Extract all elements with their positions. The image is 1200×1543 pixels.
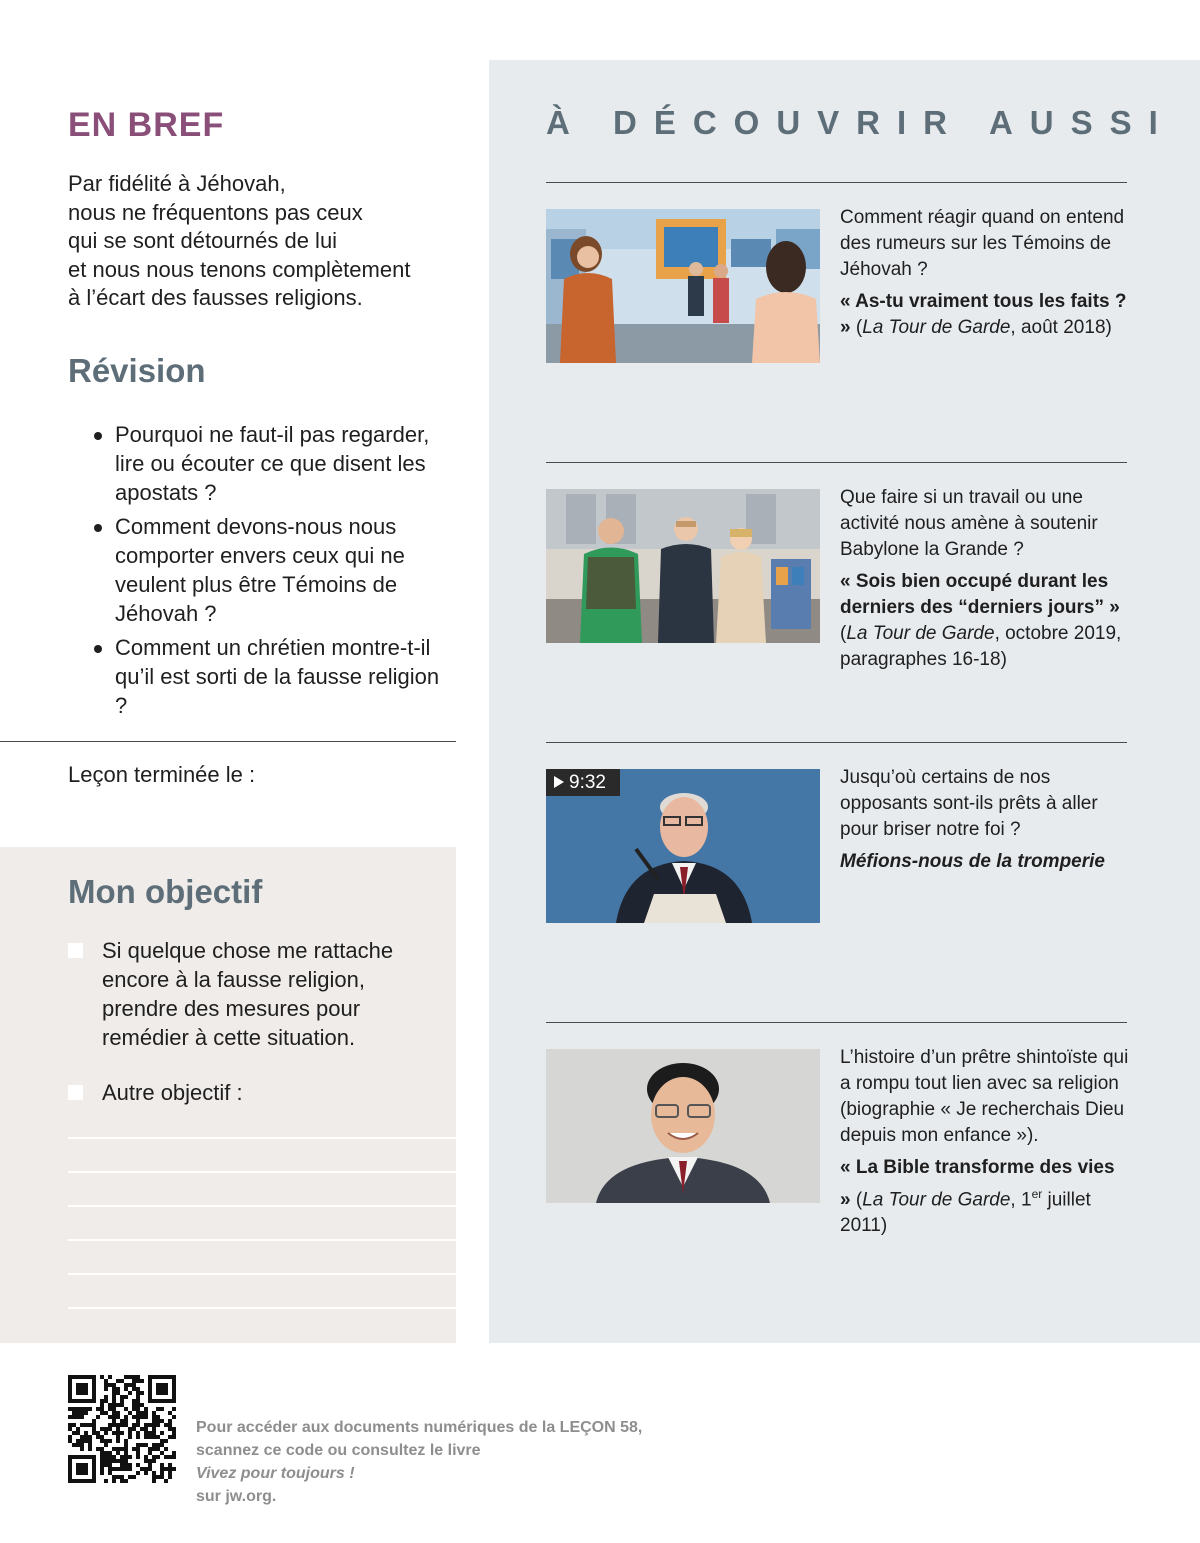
revision-question: Comment devons-nous nous comporter envers ceux qui ne veulent plus être Témoins de Jéhovah ? bbox=[92, 512, 452, 628]
book-title[interactable]: Vivez pour toujours ! bbox=[196, 1465, 355, 1482]
en-bref-line: nous ne fréquentons pas ceux bbox=[68, 199, 363, 225]
resource-question: Que faire si un travail ou une activité nous amène à soutenir Babylone la Grande ? bbox=[840, 487, 1098, 560]
resource-question: Comment réagir quand on entend des rumeurs sur les Témoins de Jéhovah ? bbox=[840, 207, 1125, 280]
checkbox[interactable] bbox=[68, 943, 83, 958]
footer-line bbox=[196, 1439, 756, 1485]
issue-details: , octobre 2019, paragraphes 16-18) bbox=[840, 623, 1122, 670]
en-bref-line: et nous nous tenons complètement bbox=[68, 256, 411, 282]
paren-open: ( bbox=[840, 623, 847, 644]
resource-item bbox=[840, 1045, 1130, 1239]
writing-line[interactable] bbox=[68, 1171, 456, 1173]
objectif-item-other[interactable] bbox=[68, 1078, 428, 1107]
video-duration: 9:32 bbox=[569, 772, 606, 793]
objectif-item-label: Si quelque chose me rattache encore à la fausse religion, prendre des mesures pour remédier à cette situation. bbox=[102, 938, 394, 1050]
resource-item bbox=[840, 485, 1130, 673]
divider bbox=[546, 182, 1127, 183]
publication-name: La Tour de Garde bbox=[862, 317, 1011, 338]
decouvrir-panel bbox=[489, 60, 1200, 1343]
news-scene-image[interactable] bbox=[546, 209, 820, 363]
writing-line[interactable] bbox=[68, 1273, 456, 1275]
resource-question: Jusqu’où certains de nos opposants sont-ils prêts à aller pour briser notre foi ? bbox=[840, 767, 1098, 840]
paren-open: ( bbox=[850, 317, 863, 338]
publication-name: La Tour de Garde bbox=[862, 1189, 1011, 1211]
article-title[interactable]: « Sois bien occupé durant les derniers des “derniers jours” » bbox=[840, 571, 1120, 618]
paren-open: ( bbox=[850, 1189, 863, 1211]
footer-line-text: scannez ce code ou consultez le livre bbox=[196, 1442, 481, 1459]
detail-pre: , bbox=[1010, 1189, 1021, 1211]
footer-line: Pour accéder aux documents numériques de la LEÇON 58, bbox=[196, 1419, 643, 1436]
divider bbox=[546, 1022, 1127, 1023]
decouvrir-heading: À DÉCOUVRIR AUSSI bbox=[546, 104, 1175, 141]
article-title[interactable]: « La Bible transforme des vies » bbox=[840, 1157, 1115, 1211]
writing-line[interactable] bbox=[68, 1239, 456, 1241]
resource-source[interactable] bbox=[840, 849, 1130, 875]
qr-code[interactable] bbox=[68, 1375, 176, 1483]
checkbox[interactable] bbox=[68, 1085, 83, 1100]
en-bref-line: Par fidélité à Jéhovah, bbox=[68, 171, 286, 196]
issue-date: juillet 2011) bbox=[840, 1189, 1091, 1237]
objectif-item[interactable] bbox=[68, 936, 428, 1052]
en-bref-line: à l’écart des fausses religions. bbox=[68, 285, 363, 310]
divider bbox=[546, 742, 1127, 743]
revision-question: Comment un chrétien montre-t-il qu’il est sorti de la fausse religion ? bbox=[92, 633, 452, 720]
publication-name: La Tour de Garde bbox=[846, 623, 995, 644]
resource-source[interactable] bbox=[840, 569, 1130, 673]
video-duration-badge bbox=[546, 769, 620, 796]
issue-day-suffix: er bbox=[1031, 1187, 1043, 1201]
en-bref-text bbox=[68, 170, 448, 313]
play-icon bbox=[554, 776, 564, 788]
article-title[interactable]: « As-tu vraiment tous les faits ? » bbox=[840, 291, 1127, 338]
divider bbox=[0, 741, 456, 742]
objectif-panel bbox=[0, 847, 456, 1343]
revision-list bbox=[92, 420, 452, 725]
footer-text bbox=[196, 1416, 756, 1508]
revision-question: Pourquoi ne faut-il pas regarder, lire ou écouter ce que disent les apostats ? bbox=[92, 420, 452, 507]
resource-item bbox=[840, 765, 1130, 875]
issue-day: 1 bbox=[1020, 1189, 1032, 1211]
writing-line[interactable] bbox=[68, 1205, 456, 1207]
revision-heading: Révision bbox=[68, 352, 206, 389]
lesson-completed-label: Leçon terminée le : bbox=[68, 762, 256, 787]
divider bbox=[546, 462, 1127, 463]
portrait-image[interactable] bbox=[546, 1049, 820, 1203]
video-title[interactable]: Méfions-nous de la tromperie bbox=[840, 851, 1105, 872]
en-bref-heading: EN BREF bbox=[68, 106, 225, 144]
resource-source[interactable] bbox=[840, 289, 1130, 341]
issue-date: , août 2018) bbox=[1010, 317, 1112, 338]
resource-source[interactable] bbox=[840, 1155, 1130, 1239]
video-thumbnail[interactable] bbox=[546, 769, 820, 923]
writing-line[interactable] bbox=[68, 1307, 456, 1309]
street-witnessing-image[interactable] bbox=[546, 489, 820, 643]
writing-line[interactable] bbox=[68, 1137, 456, 1139]
footer-line: sur jw.org. bbox=[196, 1488, 277, 1505]
objectif-item-label: Autre objectif : bbox=[102, 1080, 243, 1105]
resource-question: L’histoire d’un prêtre shintoïste qui a rompu tout lien avec sa religion (biographie « Je recherchais Dieu depuis mon enfance »). bbox=[840, 1047, 1129, 1146]
objectif-heading: Mon objectif bbox=[68, 873, 263, 910]
en-bref-line: qui se sont détournés de lui bbox=[68, 228, 338, 253]
resource-item bbox=[840, 205, 1130, 341]
